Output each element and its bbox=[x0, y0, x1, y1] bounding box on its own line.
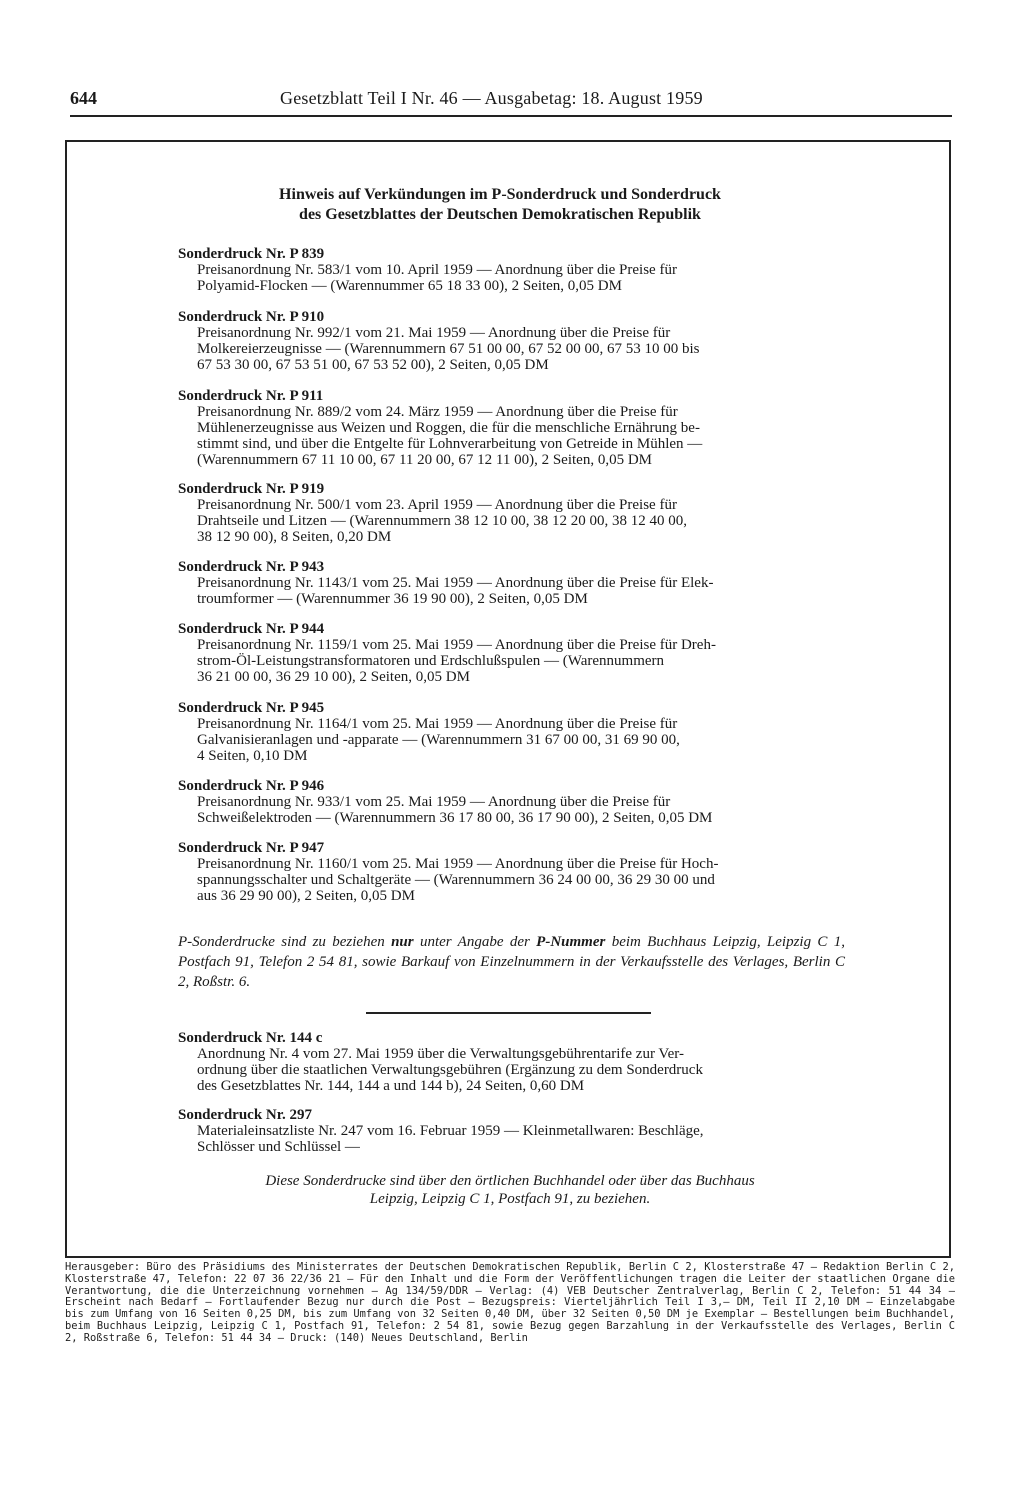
entry-line: Preisanordnung Nr. 583/1 vom 10. April 1959 — Anordnung über die Preise für bbox=[197, 262, 677, 278]
entry-line: Preisanordnung Nr. 1160/1 vom 25. Mai 1959 — Anordnung über die Preise für Hoch- bbox=[197, 856, 719, 872]
entry-text bbox=[178, 637, 845, 685]
closing-note-line-2: Leipzig, Leipzig C 1, Postfach 91, zu beziehen. bbox=[369, 1191, 651, 1207]
closing-note-line-1: Diese Sonderdrucke sind über den örtlichen Buchhandel oder über das Buchhaus bbox=[265, 1173, 755, 1189]
entry-line: 67 53 30 00, 67 53 51 00, 67 53 52 00), 2 Seiten, 0,05 DM bbox=[197, 357, 549, 373]
entry-line: Drahtseile und Litzen — (Warennummern 38 12 10 00, 38 12 20 00, 38 12 40 00, bbox=[197, 513, 687, 529]
entry-p-839 bbox=[178, 246, 845, 294]
entry-text bbox=[178, 856, 845, 904]
entry-title: Sonderdruck Nr. 297 bbox=[178, 1107, 313, 1123]
notice-heading-line-2: des Gesetzblattes der Deutschen Demokratischen Republik bbox=[299, 206, 701, 223]
closing-note bbox=[180, 1172, 840, 1208]
entry-title: Sonderdruck Nr. P 945 bbox=[178, 700, 325, 716]
ordering-note-part-1: P-Sonderdrucke sind zu beziehen bbox=[178, 934, 385, 950]
entry-line: Molkereierzeugnisse — (Warennummern 67 51 00 00, 67 52 00 00, 67 53 10 00 bis bbox=[197, 341, 700, 357]
entry-title: Sonderdruck Nr. P 910 bbox=[178, 309, 325, 325]
entry-p-943 bbox=[178, 559, 845, 607]
notice-heading bbox=[150, 185, 850, 225]
entry-title: Sonderdruck Nr. P 839 bbox=[178, 246, 325, 262]
entry-line: Preisanordnung Nr. 889/2 vom 24. März 1959 — Anordnung über die Preise für bbox=[197, 404, 678, 420]
entry-p-947 bbox=[178, 840, 845, 904]
entry-line: 38 12 90 00), 8 Seiten, 0,20 DM bbox=[197, 529, 392, 545]
entry-p-911 bbox=[178, 388, 845, 468]
ordering-note-emphasis: nur bbox=[391, 934, 414, 950]
entry-line: Preisanordnung Nr. 500/1 vom 23. April 1959 — Anordnung über die Preise für bbox=[197, 497, 677, 513]
entry-line: Preisanordnung Nr. 1164/1 vom 25. Mai 1959 — Anordnung über die Preise für bbox=[197, 716, 678, 732]
entry-line: strom-Öl-Leistungstransformatoren und Erdschlußspulen — (Warennummern bbox=[197, 653, 665, 669]
ordering-note-part-5: beim Buchhaus Leipzig, Leipzig C 1, Postfach 91, Telefon 2 54 81, sowie Barkauf von Einzelnummern in der Verkaufsstelle des Verlages, Berlin C 2, Roßstr. 6. bbox=[178, 934, 846, 990]
entry-title: Sonderdruck Nr. P 911 bbox=[178, 388, 324, 404]
entry-line: Materialeinsatzliste Nr. 247 vom 16. Februar 1959 — Kleinmetallwaren: Beschläge, bbox=[197, 1123, 704, 1139]
ordering-note-part-3: unter Angabe der bbox=[419, 934, 530, 950]
entry-line: Schweißelektroden — (Warennummern 36 17 80 00, 36 17 90 00), 2 Seiten, 0,05 DM bbox=[197, 810, 713, 826]
entry-line: stimmt sind, und über die Entgelte für Lohnverarbeitung von Getreide in Mühlen — bbox=[197, 436, 703, 452]
entry-sonderdruck-297 bbox=[178, 1107, 845, 1155]
entry-line: aus 36 29 90 00), 2 Seiten, 0,05 DM bbox=[197, 888, 415, 904]
entry-text bbox=[178, 1123, 845, 1155]
entry-p-919 bbox=[178, 481, 845, 545]
entry-text bbox=[178, 716, 845, 764]
entry-text bbox=[178, 1046, 845, 1094]
entry-line: Polyamid-Flocken — (Warennummer 65 18 33 00), 2 Seiten, 0,05 DM bbox=[197, 278, 622, 294]
entry-line: Preisanordnung Nr. 992/1 vom 21. Mai 1959 — Anordnung über die Preise für bbox=[197, 325, 671, 341]
page-title: Gesetzblatt Teil I Nr. 46 — Ausgabetag: 18. August 1959 bbox=[280, 88, 703, 108]
entry-p-945 bbox=[178, 700, 845, 764]
imprint: Herausgeber: Büro des Präsidiums des Ministerrates der Deutschen Demokratischen Republik, Berlin C 2, Klosterstraße 47 — Redaktion Berlin C 2, Klosterstraße 47, Telefon: 22 07 36 22/36 21 — Für den Inhalt und die Form der Veröffentlichungen tragen die Leiter der staatlichen Organe die Verantwortung, die die Unterzeichnung vornehmen — Ag 134/59/DDR — Verlag: (4) VEB Deutscher Zentralverlag, Berlin C 2, Telefon: 51 44 34 — Erscheint nach Bedarf — Fortlaufender Bezug nur durch die Post — Bezugspreis: Vierteljährlich Teil I 3,— DM, Teil II 2,10 DM — Einzelabgabe bis zum Umfang von 16 Seiten 0,25 DM, bis zum Umfang von 32 Seiten 0,40 DM, über 32 Seiten 0,50 DM je Exemplar — Bestellungen beim Buchhandel, beim Buchhaus Leipzig, Leipzig C 1, Postfach 91, Telefon: 2 54 81, sowie Bezug gegen Barzahlung in der Verkaufsstelle des Verlages, Berlin C 2, Roßstraße 6, Telefon: 51 44 34 — Druck: (140) Neues Deutschland, Berlin bbox=[65, 1261, 955, 1344]
entry-text bbox=[178, 794, 845, 826]
notice-heading-line-1: Hinweis auf Verkündungen im P-Sonderdruck und Sonderdruck bbox=[279, 186, 721, 203]
entry-line: Mühlenerzeugnisse aus Weizen und Roggen, die für die menschliche Ernährung be- bbox=[197, 420, 700, 436]
entry-text bbox=[178, 325, 845, 373]
entry-text bbox=[178, 497, 845, 545]
entry-title: Sonderdruck Nr. P 946 bbox=[178, 778, 325, 794]
entry-line: Galvanisieranlagen und -apparate — (Warennummern 31 67 00 00, 31 69 90 00, bbox=[197, 732, 680, 748]
entry-line: 36 21 00 00, 36 29 10 00), 2 Seiten, 0,05 DM bbox=[197, 669, 470, 685]
entry-p-910 bbox=[178, 309, 845, 373]
section-divider bbox=[366, 1012, 651, 1014]
ordering-note-p-nummer: P-Nummer bbox=[536, 934, 606, 950]
entry-line: (Warennummern 67 11 10 00, 67 11 20 00, 67 12 11 00), 2 Seiten, 0,05 DM bbox=[197, 452, 652, 468]
entry-title: Sonderdruck Nr. P 947 bbox=[178, 840, 325, 856]
entry-line: des Gesetzblattes Nr. 144, 144 a und 144 b), 24 Seiten, 0,60 DM bbox=[197, 1078, 585, 1094]
entry-p-944 bbox=[178, 621, 845, 685]
entry-line: 4 Seiten, 0,10 DM bbox=[197, 748, 308, 764]
entry-p-946 bbox=[178, 778, 845, 826]
entry-line: Anordnung Nr. 4 vom 27. Mai 1959 über die Verwaltungsgebührentarife zur Ver- bbox=[197, 1046, 684, 1062]
page-number: 644 bbox=[70, 88, 97, 108]
page-header bbox=[70, 88, 952, 112]
entry-title: Sonderdruck Nr. 144 c bbox=[178, 1030, 323, 1046]
entry-line: troumformer — (Warennummer 36 19 90 00), 2 Seiten, 0,05 DM bbox=[197, 591, 588, 607]
entry-title: Sonderdruck Nr. P 943 bbox=[178, 559, 325, 575]
entry-text bbox=[178, 575, 845, 607]
entry-line: spannungsschalter und Schaltgeräte — (Warennummern 36 24 00 00, 36 29 30 00 und bbox=[197, 872, 715, 888]
entry-title: Sonderdruck Nr. P 944 bbox=[178, 621, 325, 637]
ordering-note bbox=[178, 932, 845, 992]
entry-line: Preisanordnung Nr. 1143/1 vom 25. Mai 1959 — Anordnung über die Preise für Elek- bbox=[197, 575, 714, 591]
header-rule bbox=[70, 115, 952, 117]
entry-line: Preisanordnung Nr. 1159/1 vom 25. Mai 1959 — Anordnung über die Preise für Dreh- bbox=[197, 637, 716, 653]
entry-sonderdruck-144c bbox=[178, 1030, 845, 1094]
entry-line: Preisanordnung Nr. 933/1 vom 25. Mai 1959 — Anordnung über die Preise für bbox=[197, 794, 671, 810]
entry-line: ordnung über die staatlichen Verwaltungsgebühren (Ergänzung zu dem Sonderdruck bbox=[197, 1062, 703, 1078]
entry-title: Sonderdruck Nr. P 919 bbox=[178, 481, 325, 497]
entry-text bbox=[178, 404, 845, 468]
entry-line: Schlösser und Schlüssel — bbox=[197, 1139, 360, 1155]
entry-text bbox=[178, 262, 845, 294]
